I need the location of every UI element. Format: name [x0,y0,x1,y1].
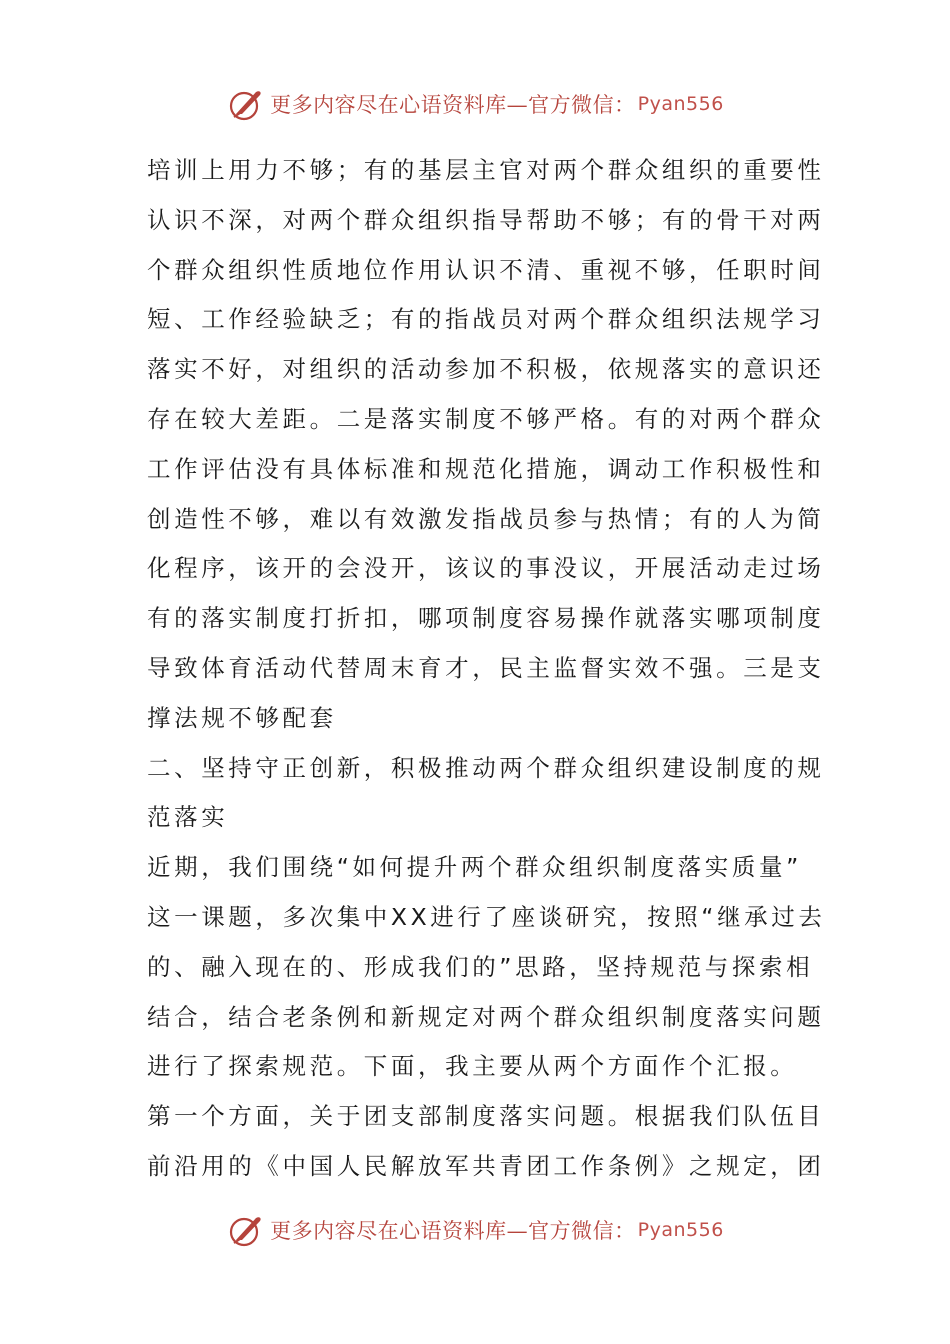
text-line: 化程序，该开的会没开，该议的事没议，开展活动走过场 [147,554,825,583]
text-line: 认识不深，对两个群众组织指导帮助不够；有的骨干对两 [147,205,825,234]
document-body [147,146,826,1192]
watermark-text: 更多内容尽在心语资料库—官方微信： [270,1219,636,1243]
text-line: 存在较大差距。二是落实制度不够严格。有的对两个群众 [147,404,825,433]
text-line: 第一个方面，关于团支部制度落实问题。根据我们队伍目 [147,1102,825,1131]
watermark-wechat-id: Pyan556 [637,1219,724,1241]
watermark-wechat-id: Pyan556 [637,93,724,115]
text-line: 的、融入现在的、形成我们的”思路，坚持规范与探索相 [147,952,814,981]
text-line: 个群众组织性质地位作用认识不清、重视不够，任职时间 [147,255,825,284]
watermark-text: 更多内容尽在心语资料库—官方微信： [270,93,636,117]
text-line: 前沿用的《中国人民解放军共青团工作条例》之规定，团 [147,1151,825,1180]
text-line: 导致体育活动代替周末育才，民主监督实效不强。三是支 [147,653,825,682]
text-line: 撑法规不够配套 [147,703,337,732]
section-heading: 二、坚持守正创新，积极推动两个群众组织建设制度的规 [147,753,825,782]
footer-watermark [0,1208,950,1252]
text-line: 结合，结合老条例和新规定对两个群众组织制度落实问题 [147,1002,825,1031]
text-line: 工作评估没有具体标准和规范化措施，调动工作积极性和 [147,454,825,483]
text-line: 进行了探索规范。下面，我主要从两个方面作个汇报。 [147,1052,798,1081]
text-line: 近期，我们围绕“如何提升两个群众组织制度落实质量” [147,853,802,882]
text-line: 落实不好，对组织的活动参加不积极，依规落实的意识还 [147,355,825,384]
text-line: 培训上用力不够；有的基层主官对两个群众组织的重要性 [147,156,825,184]
section-heading: 范落实 [147,803,229,832]
header-watermark [0,82,950,126]
text-line: 创造性不够，难以有效激发指战员参与热情；有的人为简 [147,504,825,533]
quill-seal-icon [226,1210,266,1250]
quill-seal-icon [226,84,266,124]
text-line: 有的落实制度打折扣，哪项制度容易操作就落实哪项制度 [147,604,825,633]
text-line: 这一课题，多次集中XX进行了座谈研究，按照“继承过去 [147,902,826,931]
text-line: 短、工作经验缺乏；有的指战员对两个群众组织法规学习 [147,305,825,334]
